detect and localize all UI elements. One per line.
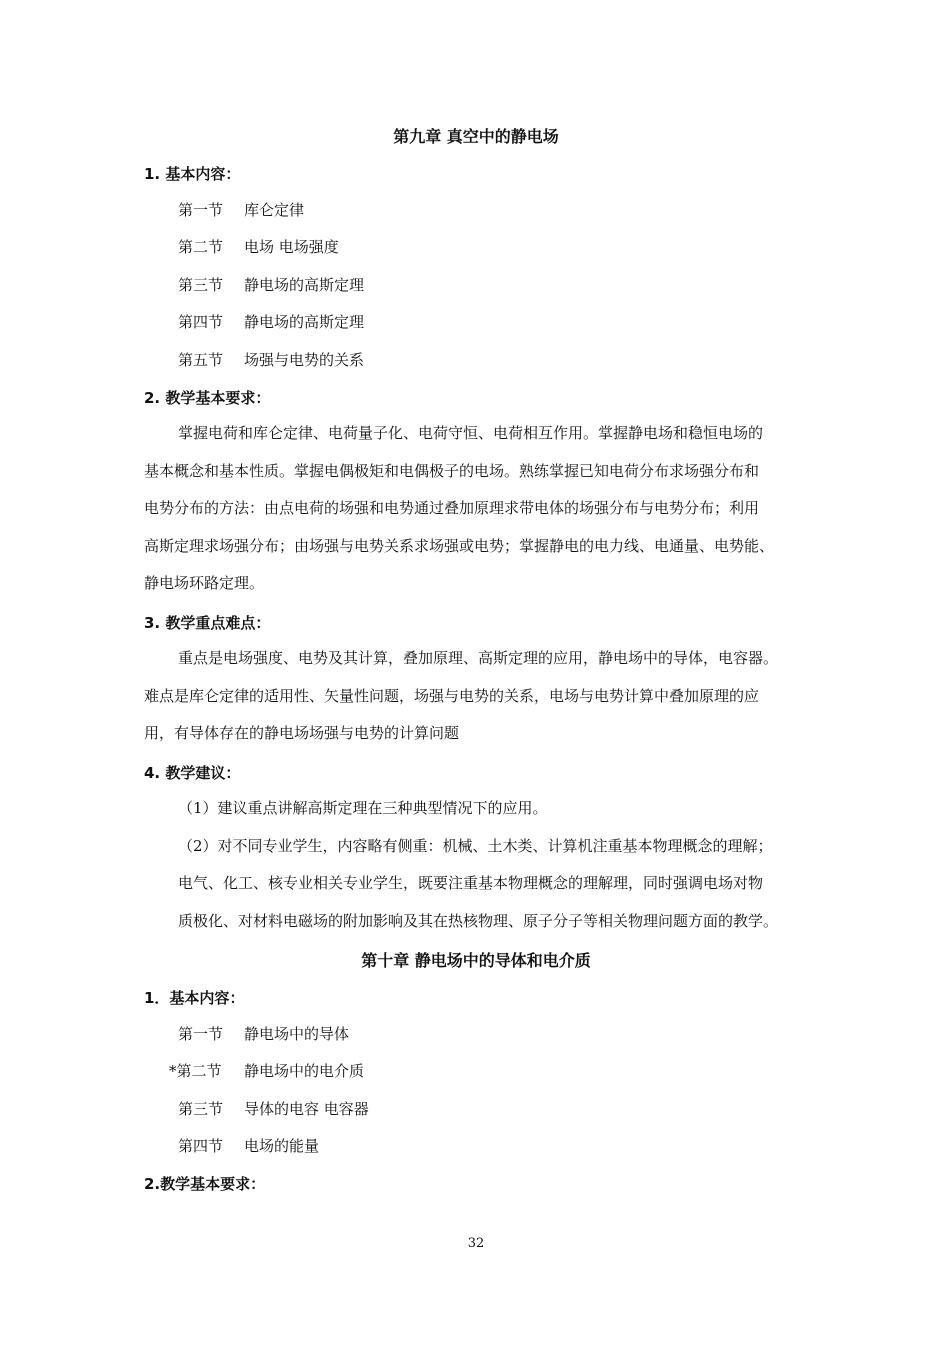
paragraph-line: 高斯定理求场强分布；由场强与电势关系求场强或电势；掌握静电的电力线、电通量、电势能、: [144, 536, 775, 555]
ch9-section-item: [178, 236, 339, 257]
section-name: 静电场中的导体: [244, 1025, 350, 1043]
paragraph-line: 重点是电场强度、电势及其计算，叠加原理、高斯定理的应用，静电场中的导体，电容器。: [178, 649, 779, 667]
section-name: 静电场的高斯定理: [244, 276, 365, 294]
section-number: *第二节: [169, 1062, 222, 1080]
ch9-section1-heading: 1. 基本内容：: [144, 165, 241, 183]
section-name: 导体的电容 电容器: [244, 1100, 369, 1118]
suggestion-line: （2）对不同专业学生，内容略有侧重：机械、土木类、计算机注重基本物理概念的理解；: [178, 836, 773, 855]
paragraph-line: 静电场环路定理。: [144, 574, 265, 592]
section-name: 场强与电势的关系: [244, 351, 365, 369]
ch9-key-points-paragraph: [144, 640, 840, 753]
chapter9-title: 第九章 真空中的静电场: [393, 127, 559, 146]
ch10-section2-heading: 2.教学基本要求：: [144, 1175, 266, 1193]
paragraph-line: 掌握电荷和库仑定律、电荷量子化、电荷守恒、电荷相互作用。掌握静电场和稳恒电场的: [178, 424, 764, 442]
paragraph-line: 电势分布的方法：由点电荷的场强和电势通过叠加原理求带电体的场强分布与电势分布；利用: [144, 499, 760, 517]
section-number: 第一节: [178, 1025, 224, 1043]
ch9-suggestions: [178, 790, 842, 940]
suggestion-line: 质极化、对材料电磁场的附加影响及其在热核物理、原子分子等相关物理问题方面的教学。: [178, 911, 779, 930]
paragraph-line: 用，有导体存在的静电场场强与电势的计算问题: [144, 724, 460, 742]
ch10-section1-heading: 1．基本内容：: [144, 989, 245, 1007]
section-number: 第一节: [178, 201, 224, 219]
ch9-section4-heading: 4. 教学建议：: [144, 764, 241, 782]
chapter10-title: 第十章 静电场中的导体和电介质: [361, 951, 591, 970]
section-number: 第四节: [178, 1137, 224, 1155]
section-number: 第三节: [178, 1100, 224, 1118]
ch10-section-item: [178, 1098, 369, 1119]
ch9-section-item: [178, 311, 364, 332]
section-name: 静电场中的电介质: [244, 1062, 365, 1080]
ch10-section-item: [178, 1135, 319, 1156]
ch9-section3-heading: 3. 教学重点难点：: [144, 614, 271, 632]
ch10-section-item: [169, 1060, 364, 1081]
suggestion-line: （1）建议重点讲解高斯定理在三种典型情况下的应用。: [178, 799, 548, 817]
section-name: 电场 电场强度: [244, 238, 339, 256]
paragraph-line: 基本概念和基本性质。掌握电偶极矩和电偶极子的电场。熟练掌握已知电荷分布求场强分布和: [144, 461, 760, 480]
section-name: 电场的能量: [244, 1137, 320, 1155]
ch9-section2-heading: 2. 教学基本要求：: [144, 389, 271, 407]
section-name: 静电场的高斯定理: [244, 313, 365, 331]
ch9-requirements-paragraph: [144, 415, 840, 603]
section-number: 第二节: [178, 238, 224, 256]
section-number: 第四节: [178, 313, 224, 331]
ch9-section-item: [178, 274, 364, 295]
section-number: 第三节: [178, 276, 224, 294]
ch10-section-item: [178, 1023, 349, 1044]
page-number: 32: [467, 1236, 485, 1251]
section-number: 第五节: [178, 351, 224, 369]
section-name: 库仑定律: [244, 201, 305, 219]
ch9-section-item: [178, 349, 364, 370]
ch9-section-item: [178, 199, 304, 220]
suggestion-line: 电气、化工、核专业相关专业学生，既要注重基本物理概念的理解理，同时强调电场对物: [178, 874, 764, 892]
paragraph-line: 难点是库仑定律的适用性、矢量性问题，场强与电势的关系，电场与电势计算中叠加原理的应: [144, 686, 760, 705]
